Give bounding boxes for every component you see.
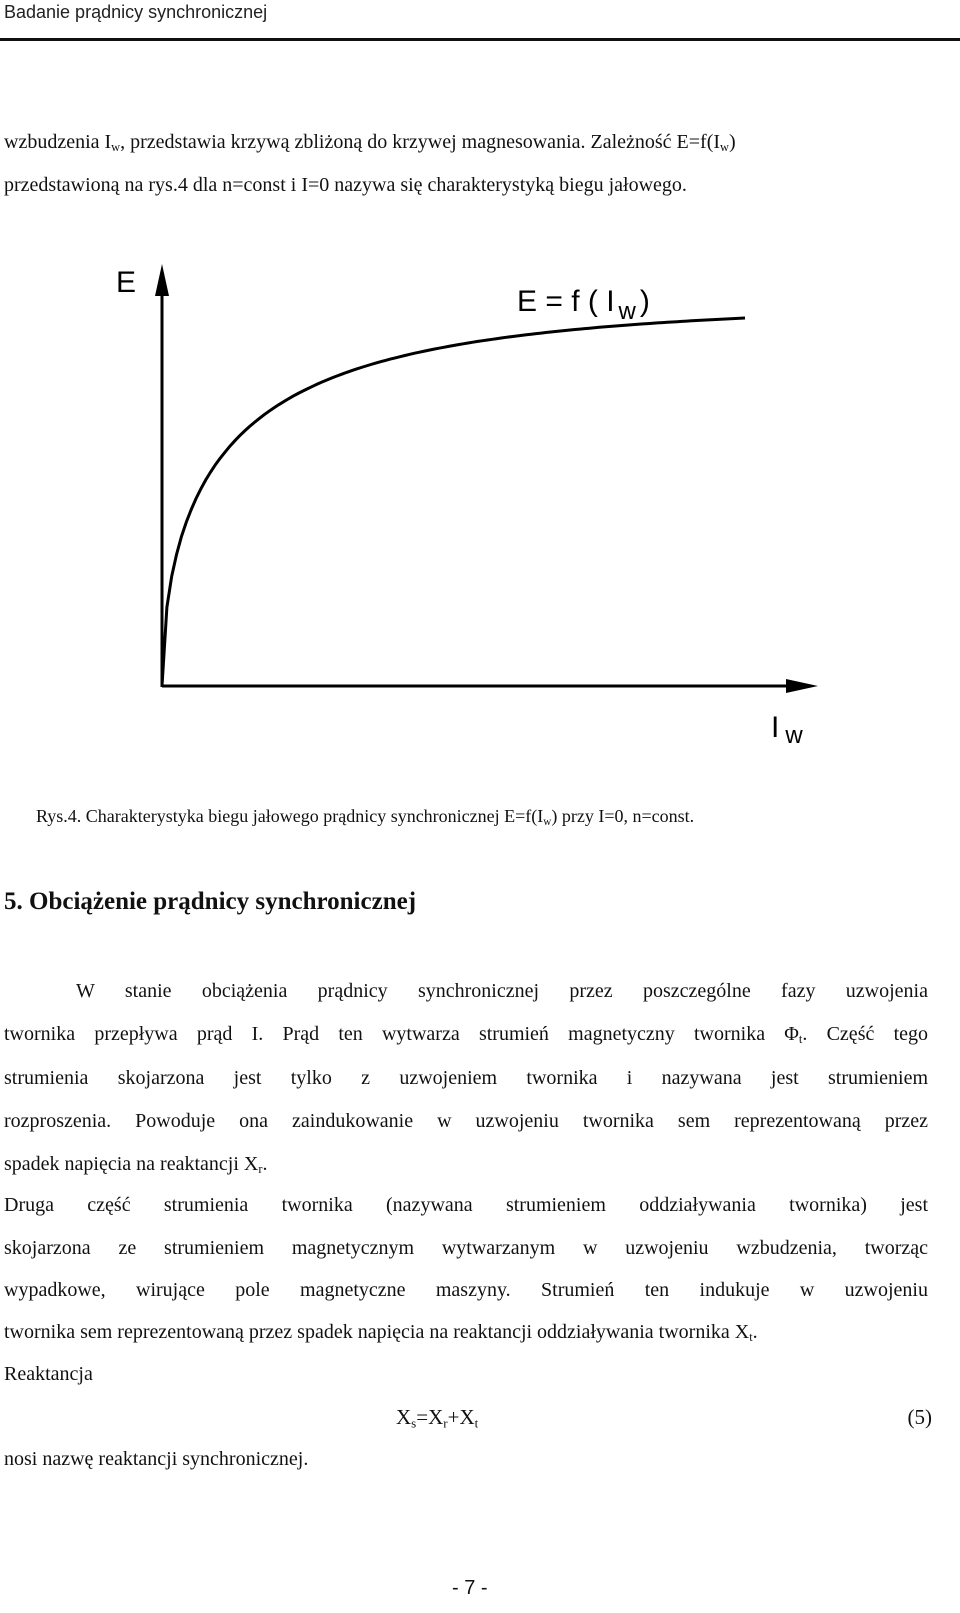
x-axis-label bbox=[771, 711, 803, 749]
eq-part: X bbox=[396, 1405, 412, 1429]
para-text: spadek napięcia na reaktancji X bbox=[4, 1153, 259, 1175]
subscript: w bbox=[720, 140, 729, 155]
intro-line-1 bbox=[4, 130, 956, 154]
para-line-8: wypadkowe, wirujące pole magnetyczne maszyny. Strumień ten indukuje w uzwojeniu bbox=[4, 1279, 928, 1301]
subscript: t bbox=[798, 1032, 803, 1047]
caption-text: Rys.4. Charakterystyka biegu jałowego prądnicy synchronicznej E=f(I bbox=[36, 806, 544, 826]
x-axis-label-sub: w bbox=[785, 722, 803, 749]
para-line-2 bbox=[4, 1022, 928, 1046]
para-line-6: Druga część strumienia twornika (nazywana strumieniem oddziaływania twornika) jest bbox=[4, 1194, 928, 1216]
subscript: t bbox=[474, 1415, 479, 1431]
curve-label-sub: w bbox=[618, 298, 636, 325]
para-text: twornika przepływa prąd I. Prąd ten wytwarza strumień magnetyczny twornika Φ bbox=[4, 1023, 799, 1045]
subscript: r bbox=[443, 1415, 448, 1431]
intro-text: , przedstawia krzywą zbliżoną do krzywej magnesowania. Zależność E=f(I bbox=[120, 131, 721, 153]
closing-line: nosi nazwę reaktancji synchronicznej. bbox=[4, 1448, 309, 1470]
x-axis-label-main: I bbox=[771, 711, 780, 744]
curve-label-main: E = f ( I bbox=[517, 285, 615, 318]
equation-number: (5) bbox=[907, 1405, 932, 1429]
caption-text: ) przy I=0, n=const. bbox=[551, 806, 695, 826]
page-header bbox=[0, 0, 960, 42]
y-axis-arrow bbox=[155, 264, 169, 296]
para-text: twornika sem reprezentowaną przez spadek napięcia na reaktancji oddziaływania twornika X bbox=[4, 1321, 750, 1343]
para-line-3: strumienia skojarzona jest tylko z uzwojeniem twornika i nazywana jest strumieniem bbox=[4, 1067, 928, 1089]
subscript: w bbox=[543, 815, 552, 828]
curve-label bbox=[517, 285, 650, 325]
e-curve bbox=[162, 318, 745, 686]
x-axis-arrow bbox=[786, 679, 818, 693]
y-axis-label: E bbox=[116, 266, 137, 299]
subscript: t bbox=[749, 1330, 753, 1345]
subscript: w bbox=[111, 140, 121, 155]
para-text: . bbox=[752, 1321, 758, 1343]
intro-line-2: przedstawioną na rys.4 dla n=const i I=0 nazywa się charakterystyką biegu jałowego. bbox=[4, 174, 687, 196]
header-divider bbox=[0, 38, 960, 41]
para-line-9 bbox=[4, 1320, 956, 1344]
subscript: r bbox=[258, 1162, 263, 1177]
eq-part: =X bbox=[416, 1405, 444, 1429]
subscript: s bbox=[411, 1415, 417, 1431]
equation-5 bbox=[396, 1405, 478, 1430]
para-line-4: rozproszenia. Powoduje ona zaindukowanie w uzwojeniu twornika sem reprezentowaną przez bbox=[4, 1110, 928, 1132]
intro-text: ) bbox=[729, 131, 736, 153]
header-title: Badanie prądnicy synchronicznej bbox=[4, 2, 268, 22]
para-line-1: W stanie obciążenia prądnicy synchronicznej przez poszczególne fazy uzwojenia bbox=[76, 980, 928, 1002]
intro-text: wzbudzenia I bbox=[4, 131, 112, 153]
figure-caption bbox=[36, 806, 694, 827]
para-text: . Część tego bbox=[802, 1023, 928, 1045]
eq-part: +X bbox=[447, 1405, 475, 1429]
section-heading: 5. Obciążenie prądnicy synchronicznej bbox=[4, 888, 417, 915]
para-line-5 bbox=[4, 1152, 956, 1176]
para-line-7: skojarzona ze strumieniem magnetycznym wytwarzanym w uzwojeniu wzbudzenia, tworząc bbox=[4, 1237, 928, 1259]
curve-label-end: ) bbox=[639, 285, 650, 318]
page-number: - 7 - bbox=[452, 1577, 488, 1599]
para-line-10: Reaktancja bbox=[4, 1363, 93, 1385]
no-load-characteristic-chart bbox=[0, 250, 960, 760]
para-text: . bbox=[262, 1153, 268, 1175]
